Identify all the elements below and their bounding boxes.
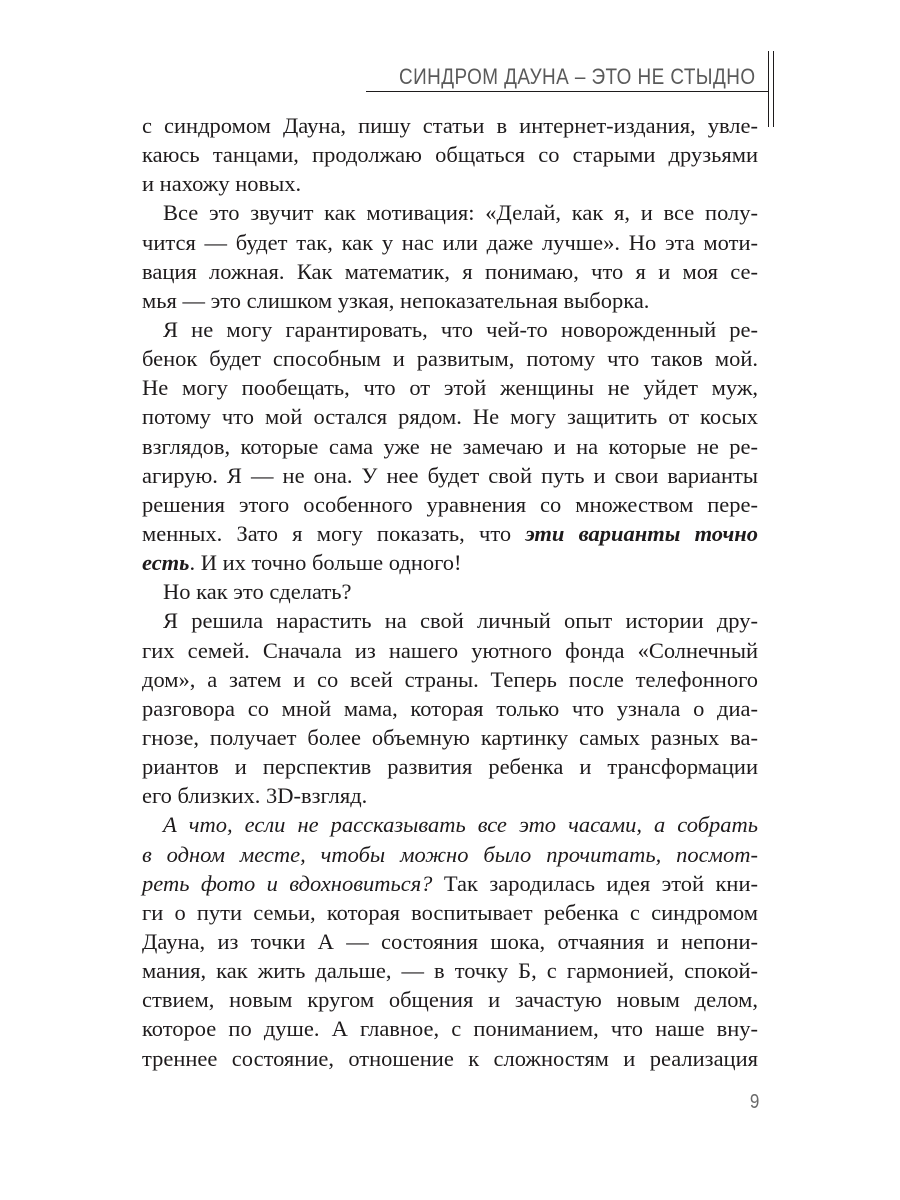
- text-line: [142, 869, 758, 898]
- page-number: 9: [749, 1091, 760, 1113]
- running-head: [366, 58, 769, 92]
- text-line: ствием, новым кругом общения и зачастую новым делом,: [142, 987, 758, 1013]
- text-line: [142, 519, 758, 548]
- text-line: и нахожу новых.: [142, 171, 302, 197]
- text-line: решения этого особенного уравнения со множеством пере-: [142, 491, 758, 517]
- text-run: . И их точно больше одного!: [189, 550, 462, 576]
- running-head-title: СИНДРОМ ДАУНА – ЭТО НЕ СТЫДНО: [398, 64, 755, 89]
- text-line: в одном месте, чтобы можно было прочитать, посмот-: [142, 841, 758, 867]
- text-line: взглядов, которые сама уже не замечаю и на которые не ре-: [142, 433, 758, 459]
- text-line: Дауна, из точки А — состояния шока, отчаяния и непони-: [142, 928, 758, 954]
- text-line: Я решила нарастить на свой личный опыт истории дру-: [163, 608, 758, 634]
- text-line: Все это звучит как мотивация: «Делай, как я, и все полу-: [163, 200, 758, 226]
- header-vertical-rule: [768, 51, 769, 127]
- text-run: Так зародилась идея этой кни-: [432, 870, 758, 896]
- text-line: гнозе, получает более объемную картинку самых разных ва-: [142, 724, 758, 750]
- text-line: Не могу пообещать, что от этой женщины не уйдет муж,: [142, 375, 758, 401]
- text-line: агирую. Я — не она. У нее будет свой путь и свои варианты: [142, 462, 758, 488]
- text-line: треннее состояние, отношение к сложностям и реализация: [142, 1045, 758, 1071]
- header-vertical-rule: [773, 51, 774, 127]
- text-line: Я не могу гарантировать, что чей-то новорожденный ре-: [163, 316, 758, 342]
- text-line: каюсь танцами, продолжаю общаться со старыми друзьями: [142, 142, 758, 168]
- text-line: разговора со мной мама, которая только что узнала о диа-: [142, 695, 758, 721]
- text-line: чится — будет так, как у нас или даже лучше». Но эта моти-: [142, 229, 758, 255]
- text-line: которое по душе. А главное, с пониманием, что наше вну-: [142, 1016, 758, 1042]
- text-line: риантов и перспектив развития ребенка и трансформации: [142, 754, 758, 780]
- text-line: гих семей. Сначала из нашего уютного фонда «Солнечный: [142, 637, 758, 663]
- text-line: его близких. 3D-взгляд.: [142, 783, 368, 809]
- text-run: менных. Зато я могу показать, что: [142, 520, 526, 546]
- text-line: бенок будет способным и развитым, потому что таков мой.: [142, 346, 758, 372]
- text-line: мья — это слишком узкая, непоказательная выборка.: [142, 287, 650, 313]
- text-line: А что, если не рассказывать все это часами, а собрать: [163, 812, 758, 838]
- emphasis-text: эти варианты точно: [525, 520, 758, 546]
- italic-text: реть фото и вдохновиться?: [142, 870, 433, 896]
- text-line: ги о пути семьи, которая воспитывает ребенка с синдромом: [142, 899, 758, 925]
- text-line: с синдромом Дауна, пишу статьи в интернет-издания, увле-: [142, 113, 758, 138]
- emphasis-text: есть: [142, 550, 190, 576]
- text-line: вация ложная. Как математик, я понимаю, что я и моя се-: [142, 258, 758, 284]
- text-line: Но как это сделать?: [163, 579, 352, 605]
- text-line: мания, как жить дальше, — в точку Б, с гармонией, спокой-: [142, 958, 758, 984]
- header-rule: [366, 91, 769, 92]
- text-line: [142, 548, 758, 577]
- text-line: потому что мой остался рядом. Не могу защитить от косых: [142, 404, 758, 430]
- text-line: дом», а затем и со всей страны. Теперь после телефонного: [142, 666, 758, 692]
- body-text: [142, 111, 758, 1073]
